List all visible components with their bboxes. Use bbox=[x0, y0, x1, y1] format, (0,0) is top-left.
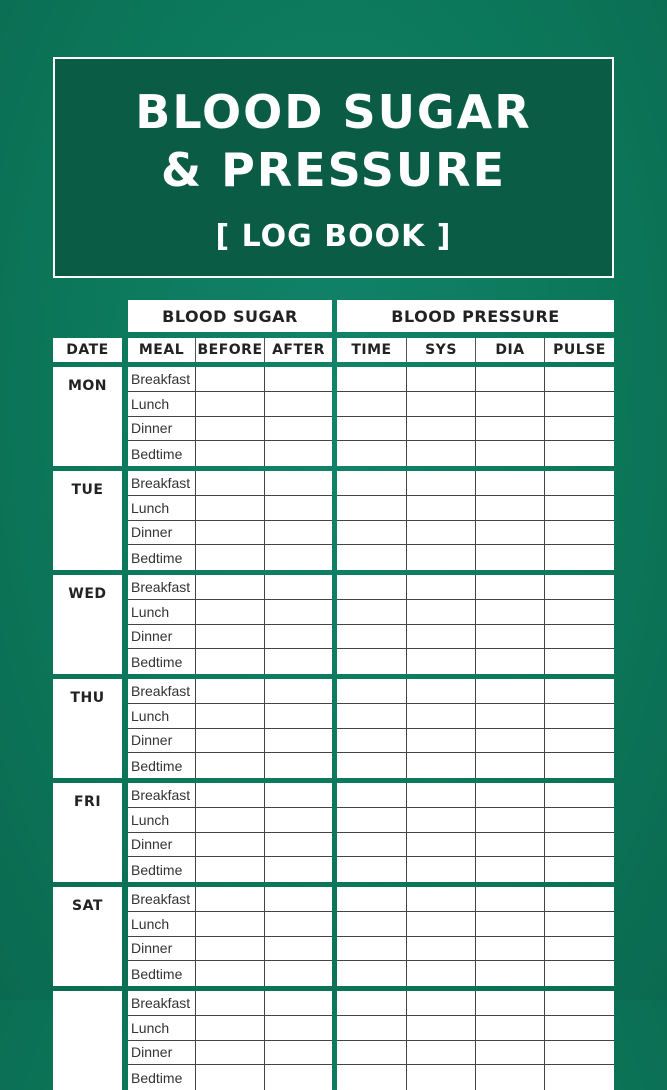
time-cell[interactable] bbox=[337, 649, 407, 674]
pressure-grid bbox=[337, 471, 614, 570]
sugar-row bbox=[128, 521, 332, 546]
sugar-row bbox=[128, 991, 332, 1016]
sugar-grid bbox=[128, 887, 332, 986]
sys-cell[interactable] bbox=[407, 441, 476, 466]
after-cell[interactable] bbox=[265, 496, 332, 520]
day-label: THU bbox=[53, 679, 122, 778]
meal-label: Bedtime bbox=[128, 961, 196, 986]
sugar-row bbox=[128, 496, 332, 521]
sugar-row bbox=[128, 649, 332, 674]
col-before: BEFORE bbox=[196, 338, 265, 362]
sugar-grid bbox=[128, 991, 332, 1090]
pressure-row bbox=[337, 1065, 614, 1090]
after-cell[interactable] bbox=[265, 679, 332, 703]
time-cell[interactable] bbox=[337, 521, 407, 545]
pulse-cell[interactable] bbox=[545, 441, 614, 466]
sys-cell[interactable] bbox=[407, 857, 476, 882]
sys-cell[interactable] bbox=[407, 1041, 476, 1065]
meal-label: Bedtime bbox=[128, 857, 196, 882]
meal-label: Lunch bbox=[128, 600, 196, 624]
sugar-row bbox=[128, 729, 332, 754]
sugar-row bbox=[128, 833, 332, 858]
pulse-cell[interactable] bbox=[545, 496, 614, 520]
dia-cell[interactable] bbox=[476, 887, 545, 911]
pressure-row bbox=[337, 679, 614, 704]
time-cell[interactable] bbox=[337, 496, 407, 520]
header-blood-pressure: BLOOD PRESSURE bbox=[337, 300, 614, 332]
meal-label: Lunch bbox=[128, 808, 196, 832]
before-cell[interactable] bbox=[196, 1016, 265, 1040]
pressure-row bbox=[337, 961, 614, 986]
time-cell[interactable] bbox=[337, 600, 407, 624]
pulse-cell[interactable] bbox=[545, 417, 614, 441]
before-cell[interactable] bbox=[196, 441, 265, 466]
time-cell[interactable] bbox=[337, 367, 407, 391]
time-cell[interactable] bbox=[337, 991, 407, 1015]
meal-label: Dinner bbox=[128, 521, 196, 545]
before-cell[interactable] bbox=[196, 729, 265, 753]
pressure-row bbox=[337, 1041, 614, 1066]
dia-cell[interactable] bbox=[476, 1016, 545, 1040]
after-cell[interactable] bbox=[265, 783, 332, 807]
before-cell[interactable] bbox=[196, 937, 265, 961]
sys-cell[interactable] bbox=[407, 575, 476, 599]
pressure-row bbox=[337, 729, 614, 754]
pulse-cell[interactable] bbox=[545, 808, 614, 832]
pulse-cell[interactable] bbox=[545, 912, 614, 936]
pressure-row bbox=[337, 392, 614, 417]
dia-cell[interactable] bbox=[476, 704, 545, 728]
pressure-row bbox=[337, 649, 614, 674]
before-cell[interactable] bbox=[196, 417, 265, 441]
sys-cell[interactable] bbox=[407, 808, 476, 832]
after-cell[interactable] bbox=[265, 1016, 332, 1040]
pressure-row bbox=[337, 808, 614, 833]
pulse-cell[interactable] bbox=[545, 392, 614, 416]
pressure-row bbox=[337, 496, 614, 521]
dia-cell[interactable] bbox=[476, 833, 545, 857]
pulse-cell[interactable] bbox=[545, 1065, 614, 1090]
sugar-row bbox=[128, 887, 332, 912]
after-cell[interactable] bbox=[265, 417, 332, 441]
dia-cell[interactable] bbox=[476, 857, 545, 882]
before-cell[interactable] bbox=[196, 575, 265, 599]
before-cell[interactable] bbox=[196, 961, 265, 986]
time-cell[interactable] bbox=[337, 783, 407, 807]
meal-label: Breakfast bbox=[128, 679, 196, 703]
pressure-row bbox=[337, 471, 614, 496]
time-cell[interactable] bbox=[337, 392, 407, 416]
title-line-1: BLOOD SUGAR bbox=[135, 85, 532, 139]
sugar-row bbox=[128, 808, 332, 833]
col-date: DATE bbox=[53, 338, 122, 362]
dia-cell[interactable] bbox=[476, 991, 545, 1015]
after-cell[interactable] bbox=[265, 961, 332, 986]
time-cell[interactable] bbox=[337, 704, 407, 728]
pulse-cell[interactable] bbox=[545, 937, 614, 961]
pulse-cell[interactable] bbox=[545, 649, 614, 674]
before-cell[interactable] bbox=[196, 833, 265, 857]
after-cell[interactable] bbox=[265, 1041, 332, 1065]
dia-cell[interactable] bbox=[476, 783, 545, 807]
sys-cell[interactable] bbox=[407, 417, 476, 441]
pulse-cell[interactable] bbox=[545, 575, 614, 599]
pulse-cell[interactable] bbox=[545, 1041, 614, 1065]
dia-cell[interactable] bbox=[476, 937, 545, 961]
meal-label: Bedtime bbox=[128, 441, 196, 466]
before-cell[interactable] bbox=[196, 753, 265, 778]
sys-cell[interactable] bbox=[407, 625, 476, 649]
sys-cell[interactable] bbox=[407, 991, 476, 1015]
pressure-row bbox=[337, 625, 614, 650]
pulse-cell[interactable] bbox=[545, 679, 614, 703]
time-cell[interactable] bbox=[337, 753, 407, 778]
sys-cell[interactable] bbox=[407, 937, 476, 961]
pressure-row bbox=[337, 753, 614, 778]
sugar-row bbox=[128, 961, 332, 986]
sugar-row bbox=[128, 753, 332, 778]
pressure-row bbox=[337, 991, 614, 1016]
dia-cell[interactable] bbox=[476, 471, 545, 495]
pressure-row bbox=[337, 887, 614, 912]
pulse-cell[interactable] bbox=[545, 521, 614, 545]
after-cell[interactable] bbox=[265, 392, 332, 416]
before-cell[interactable] bbox=[196, 521, 265, 545]
pulse-cell[interactable] bbox=[545, 753, 614, 778]
sys-cell[interactable] bbox=[407, 783, 476, 807]
sugar-row bbox=[128, 625, 332, 650]
meal-label: Bedtime bbox=[128, 545, 196, 570]
before-cell[interactable] bbox=[196, 600, 265, 624]
pressure-grid bbox=[337, 575, 614, 674]
after-cell[interactable] bbox=[265, 857, 332, 882]
before-cell[interactable] bbox=[196, 545, 265, 570]
before-cell[interactable] bbox=[196, 625, 265, 649]
before-cell[interactable] bbox=[196, 649, 265, 674]
time-cell[interactable] bbox=[337, 833, 407, 857]
sys-cell[interactable] bbox=[407, 912, 476, 936]
pressure-row bbox=[337, 937, 614, 962]
before-cell[interactable] bbox=[196, 783, 265, 807]
meal-label: Lunch bbox=[128, 392, 196, 416]
before-cell[interactable] bbox=[196, 912, 265, 936]
sugar-row bbox=[128, 857, 332, 882]
pressure-row bbox=[337, 521, 614, 546]
sugar-grid bbox=[128, 471, 332, 570]
after-cell[interactable] bbox=[265, 600, 332, 624]
after-cell[interactable] bbox=[265, 887, 332, 911]
pressure-row bbox=[337, 367, 614, 392]
after-cell[interactable] bbox=[265, 441, 332, 466]
after-cell[interactable] bbox=[265, 704, 332, 728]
dia-cell[interactable] bbox=[476, 521, 545, 545]
time-cell[interactable] bbox=[337, 417, 407, 441]
time-cell[interactable] bbox=[337, 625, 407, 649]
time-cell[interactable] bbox=[337, 471, 407, 495]
sys-cell[interactable] bbox=[407, 545, 476, 570]
time-cell[interactable] bbox=[337, 1016, 407, 1040]
pulse-cell[interactable] bbox=[545, 833, 614, 857]
sugar-row bbox=[128, 1041, 332, 1066]
meal-label: Breakfast bbox=[128, 991, 196, 1015]
before-cell[interactable] bbox=[196, 704, 265, 728]
sugar-row bbox=[128, 417, 332, 442]
pulse-cell[interactable] bbox=[545, 991, 614, 1015]
pressure-grid bbox=[337, 783, 614, 882]
dia-cell[interactable] bbox=[476, 441, 545, 466]
sys-cell[interactable] bbox=[407, 961, 476, 986]
time-cell[interactable] bbox=[337, 679, 407, 703]
time-cell[interactable] bbox=[337, 545, 407, 570]
meal-label: Lunch bbox=[128, 496, 196, 520]
meal-label: Bedtime bbox=[128, 649, 196, 674]
sugar-row bbox=[128, 1016, 332, 1041]
sugar-grid bbox=[128, 367, 332, 466]
sugar-row bbox=[128, 783, 332, 808]
before-cell[interactable] bbox=[196, 1065, 265, 1090]
sys-cell[interactable] bbox=[407, 392, 476, 416]
before-cell[interactable] bbox=[196, 471, 265, 495]
pulse-cell[interactable] bbox=[545, 1016, 614, 1040]
sys-cell[interactable] bbox=[407, 1016, 476, 1040]
dia-cell[interactable] bbox=[476, 1065, 545, 1090]
time-cell[interactable] bbox=[337, 937, 407, 961]
pulse-cell[interactable] bbox=[545, 961, 614, 986]
meal-label: Lunch bbox=[128, 704, 196, 728]
title-line-2: & PRESSURE bbox=[160, 143, 507, 197]
meal-label: Lunch bbox=[128, 1016, 196, 1040]
pressure-grid bbox=[337, 679, 614, 778]
sugar-row bbox=[128, 471, 332, 496]
dia-cell[interactable] bbox=[476, 417, 545, 441]
day-label bbox=[53, 991, 122, 1090]
col-dia: DIA bbox=[476, 338, 545, 362]
meal-label: Breakfast bbox=[128, 575, 196, 599]
dia-cell[interactable] bbox=[476, 496, 545, 520]
after-cell[interactable] bbox=[265, 367, 332, 391]
sys-cell[interactable] bbox=[407, 600, 476, 624]
sugar-row bbox=[128, 704, 332, 729]
col-pulse: PULSE bbox=[545, 338, 614, 362]
dia-cell[interactable] bbox=[476, 600, 545, 624]
time-cell[interactable] bbox=[337, 857, 407, 882]
sugar-row bbox=[128, 545, 332, 570]
pressure-row bbox=[337, 575, 614, 600]
after-cell[interactable] bbox=[265, 991, 332, 1015]
pulse-cell[interactable] bbox=[545, 471, 614, 495]
before-cell[interactable] bbox=[196, 857, 265, 882]
pressure-row bbox=[337, 857, 614, 882]
dia-cell[interactable] bbox=[476, 625, 545, 649]
dia-cell[interactable] bbox=[476, 808, 545, 832]
after-cell[interactable] bbox=[265, 545, 332, 570]
after-cell[interactable] bbox=[265, 521, 332, 545]
pulse-cell[interactable] bbox=[545, 367, 614, 391]
pressure-row bbox=[337, 545, 614, 570]
dia-cell[interactable] bbox=[476, 649, 545, 674]
pulse-cell[interactable] bbox=[545, 887, 614, 911]
dia-cell[interactable] bbox=[476, 679, 545, 703]
day-label: SAT bbox=[53, 887, 122, 986]
time-cell[interactable] bbox=[337, 575, 407, 599]
sugar-row bbox=[128, 679, 332, 704]
time-cell[interactable] bbox=[337, 961, 407, 986]
pressure-row bbox=[337, 704, 614, 729]
pulse-cell[interactable] bbox=[545, 857, 614, 882]
time-cell[interactable] bbox=[337, 729, 407, 753]
sugar-row bbox=[128, 575, 332, 600]
before-cell[interactable] bbox=[196, 991, 265, 1015]
pressure-row bbox=[337, 912, 614, 937]
after-cell[interactable] bbox=[265, 808, 332, 832]
sys-cell[interactable] bbox=[407, 887, 476, 911]
after-cell[interactable] bbox=[265, 729, 332, 753]
sugar-row bbox=[128, 1065, 332, 1090]
sys-cell[interactable] bbox=[407, 729, 476, 753]
before-cell[interactable] bbox=[196, 367, 265, 391]
dia-cell[interactable] bbox=[476, 367, 545, 391]
meal-label: Dinner bbox=[128, 937, 196, 961]
pressure-row bbox=[337, 441, 614, 466]
time-cell[interactable] bbox=[337, 808, 407, 832]
sugar-row bbox=[128, 600, 332, 625]
meal-label: Breakfast bbox=[128, 471, 196, 495]
after-cell[interactable] bbox=[265, 625, 332, 649]
sys-cell[interactable] bbox=[407, 471, 476, 495]
after-cell[interactable] bbox=[265, 471, 332, 495]
sugar-grid bbox=[128, 783, 332, 882]
sys-cell[interactable] bbox=[407, 753, 476, 778]
sugar-grid bbox=[128, 679, 332, 778]
time-cell[interactable] bbox=[337, 1041, 407, 1065]
meal-label: Lunch bbox=[128, 912, 196, 936]
meal-label: Breakfast bbox=[128, 887, 196, 911]
before-cell[interactable] bbox=[196, 679, 265, 703]
sugar-grid bbox=[128, 575, 332, 674]
sys-cell[interactable] bbox=[407, 649, 476, 674]
sugar-row bbox=[128, 367, 332, 392]
pressure-row bbox=[337, 1016, 614, 1041]
pulse-cell[interactable] bbox=[545, 783, 614, 807]
meal-label: Bedtime bbox=[128, 753, 196, 778]
meal-label: Dinner bbox=[128, 625, 196, 649]
after-cell[interactable] bbox=[265, 649, 332, 674]
col-sys: SYS bbox=[407, 338, 476, 362]
pulse-cell[interactable] bbox=[545, 625, 614, 649]
day-label: WED bbox=[53, 575, 122, 674]
pulse-cell[interactable] bbox=[545, 545, 614, 570]
before-cell[interactable] bbox=[196, 808, 265, 832]
after-cell[interactable] bbox=[265, 1065, 332, 1090]
time-cell[interactable] bbox=[337, 441, 407, 466]
dia-cell[interactable] bbox=[476, 545, 545, 570]
time-cell[interactable] bbox=[337, 887, 407, 911]
dia-cell[interactable] bbox=[476, 575, 545, 599]
dia-cell[interactable] bbox=[476, 729, 545, 753]
pressure-grid bbox=[337, 887, 614, 986]
meal-label: Breakfast bbox=[128, 783, 196, 807]
dia-cell[interactable] bbox=[476, 912, 545, 936]
dia-cell[interactable] bbox=[476, 961, 545, 986]
sugar-row bbox=[128, 912, 332, 937]
pressure-grid bbox=[337, 367, 614, 466]
sys-cell[interactable] bbox=[407, 704, 476, 728]
sys-cell[interactable] bbox=[407, 496, 476, 520]
sugar-row bbox=[128, 441, 332, 466]
after-cell[interactable] bbox=[265, 753, 332, 778]
pressure-row bbox=[337, 833, 614, 858]
day-label: FRI bbox=[53, 783, 122, 882]
pressure-row bbox=[337, 600, 614, 625]
col-meal: MEAL bbox=[128, 338, 196, 362]
header-blood-sugar: BLOOD SUGAR bbox=[128, 300, 332, 332]
pulse-cell[interactable] bbox=[545, 729, 614, 753]
col-time: TIME bbox=[337, 338, 407, 362]
meal-label: Dinner bbox=[128, 1041, 196, 1065]
after-cell[interactable] bbox=[265, 833, 332, 857]
sys-cell[interactable] bbox=[407, 1065, 476, 1090]
dia-cell[interactable] bbox=[476, 753, 545, 778]
meal-label: Breakfast bbox=[128, 367, 196, 391]
sugar-row bbox=[128, 937, 332, 962]
after-cell[interactable] bbox=[265, 575, 332, 599]
meal-label: Bedtime bbox=[128, 1065, 196, 1090]
before-cell[interactable] bbox=[196, 887, 265, 911]
before-cell[interactable] bbox=[196, 1041, 265, 1065]
after-cell[interactable] bbox=[265, 937, 332, 961]
pressure-row bbox=[337, 783, 614, 808]
before-cell[interactable] bbox=[196, 496, 265, 520]
dia-cell[interactable] bbox=[476, 392, 545, 416]
subtitle: [ LOG BOOK ] bbox=[215, 219, 452, 254]
meal-label: Dinner bbox=[128, 729, 196, 753]
after-cell[interactable] bbox=[265, 912, 332, 936]
sys-cell[interactable] bbox=[407, 521, 476, 545]
title-box bbox=[53, 57, 614, 278]
sys-cell[interactable] bbox=[407, 367, 476, 391]
pressure-row bbox=[337, 417, 614, 442]
dia-cell[interactable] bbox=[476, 1041, 545, 1065]
day-label: MON bbox=[53, 367, 122, 466]
col-after: AFTER bbox=[265, 338, 332, 362]
meal-label: Dinner bbox=[128, 417, 196, 441]
meal-label: Dinner bbox=[128, 833, 196, 857]
time-cell[interactable] bbox=[337, 1065, 407, 1090]
sugar-row bbox=[128, 392, 332, 417]
pressure-grid bbox=[337, 991, 614, 1090]
pulse-cell[interactable] bbox=[545, 600, 614, 624]
day-label: TUE bbox=[53, 471, 122, 570]
pulse-cell[interactable] bbox=[545, 704, 614, 728]
sys-cell[interactable] bbox=[407, 679, 476, 703]
time-cell[interactable] bbox=[337, 912, 407, 936]
before-cell[interactable] bbox=[196, 392, 265, 416]
sys-cell[interactable] bbox=[407, 833, 476, 857]
